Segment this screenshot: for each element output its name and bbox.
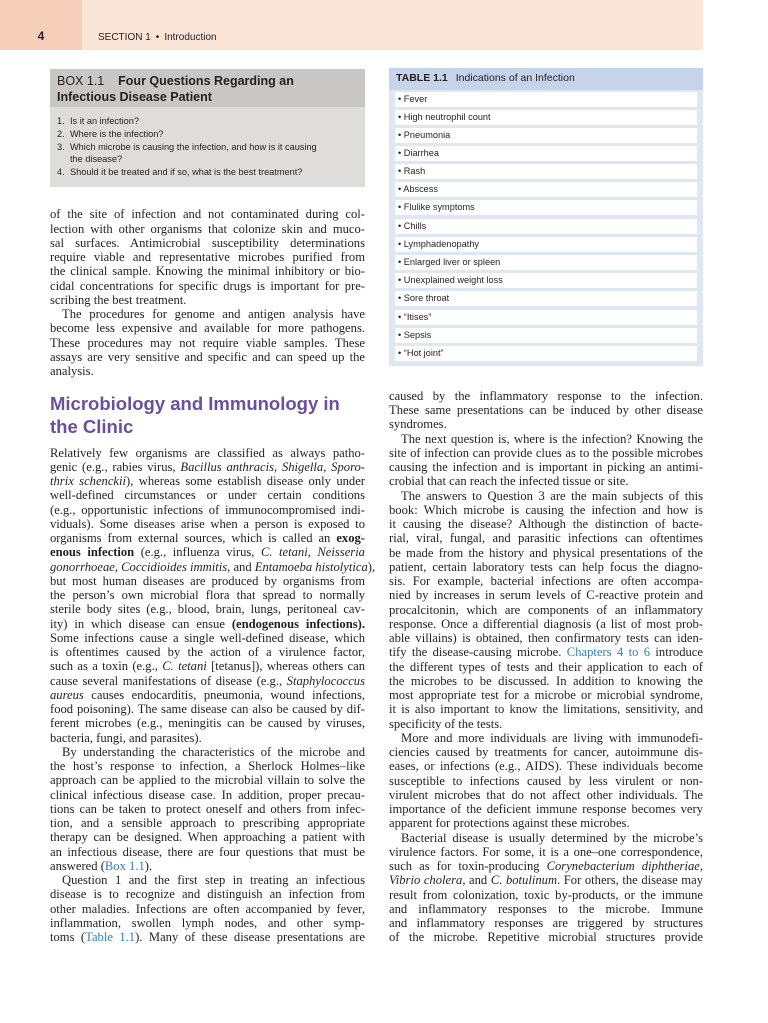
text-line: apparent for protections against these microbes. bbox=[389, 816, 630, 830]
text-line: causing the infection and is important in picking an antimi- bbox=[389, 460, 703, 474]
table-cell: • Sore throat bbox=[398, 293, 450, 303]
box-list-item bbox=[57, 115, 347, 128]
text-line: ferent microbes (e.g., meningitis can be caused by viruses, bbox=[50, 716, 365, 730]
table-cell: • “Itises” bbox=[398, 312, 432, 322]
text-line: an infectious disease, there are four questions that must be bbox=[50, 845, 365, 859]
text-line: scribing the best treatment. bbox=[50, 293, 187, 307]
item-number: 1. bbox=[57, 116, 65, 126]
text-line: ity) in which disease can ensue (endogenous infections). bbox=[50, 617, 365, 631]
text-line: tion, and a sensible approach to prescribing appropriate bbox=[50, 816, 365, 830]
text-line: tions can be taken to protect oneself and others from infec- bbox=[50, 802, 365, 816]
text-line: such as for toxin-producing Corynebacterium diphtheriae, bbox=[389, 859, 703, 873]
text-line: other maladies. Infections are often accompanied by fever, bbox=[50, 902, 365, 916]
table-cell: • Sepsis bbox=[398, 330, 432, 340]
item-number: 2. bbox=[57, 129, 65, 139]
text-line: answered (Box 1.1). bbox=[50, 859, 153, 873]
text-line: result from colonization, toxic by-products, or the immune bbox=[389, 888, 703, 902]
table-row bbox=[395, 346, 697, 361]
table-caption: Indications of an Infection bbox=[455, 72, 575, 84]
box-list-item bbox=[57, 153, 347, 166]
table-cell: • Fever bbox=[398, 94, 428, 104]
text-line: but most human diseases are produced by organisms from bbox=[50, 574, 365, 588]
text-line: syndromes. bbox=[389, 417, 447, 431]
table-1-1 bbox=[389, 68, 703, 366]
item-text: Where is the infection? bbox=[70, 129, 164, 139]
table-row bbox=[395, 310, 697, 325]
table-row bbox=[395, 291, 697, 306]
item-number: 3. bbox=[57, 142, 65, 152]
table-row bbox=[395, 128, 697, 143]
chapter-name: Introduction bbox=[164, 32, 217, 43]
text-line: food poisoning). The same disease can also be caused by dif- bbox=[50, 702, 365, 716]
text-line: the host’s response to infection, a Sherlock Holmes–like bbox=[50, 759, 365, 773]
text-line: gonorrhoeae, Coccidioides immitis, and Entamoeba histolytica), bbox=[50, 560, 376, 574]
text-line: approach can be applied to the microbial villain to solve the bbox=[50, 773, 365, 787]
text-line: procalcitonin, which are components of an inflammatory bbox=[389, 603, 703, 617]
table-1-1-link[interactable]: Table 1.1 bbox=[85, 930, 136, 944]
text-line: thrix schenckii), whereas some establish disease only under bbox=[50, 474, 365, 488]
item-text: Is it an infection? bbox=[70, 116, 139, 126]
text-line: susceptible to infections caused by less virulent or non- bbox=[389, 774, 703, 788]
text-line: site of infection can provide clues as to the possible microbes bbox=[389, 446, 703, 460]
text-line: Bacterial disease is usually determined by the microbe’s bbox=[401, 831, 703, 845]
table-row bbox=[395, 110, 697, 125]
box-number: BOX 1.1 bbox=[57, 74, 105, 88]
text-line: assays are very sensitive and specific and can speed up the bbox=[50, 350, 365, 364]
heading-line2: the Clinic bbox=[50, 416, 134, 437]
box-list-item bbox=[57, 166, 347, 179]
text-line: virulent microbes that do not affect other individuals. The bbox=[389, 788, 703, 802]
text-line: of the site of infection and not contaminated during col- bbox=[50, 207, 365, 221]
box-1-1-link[interactable]: Box 1.1 bbox=[104, 859, 145, 873]
table-cell: • Pneumonia bbox=[398, 130, 451, 140]
text-line: rial, viral, fungal, and parasitic infections can oftentimes bbox=[389, 531, 703, 545]
table-cell: • Lymphadenopathy bbox=[398, 239, 480, 249]
text-line: be made from the history and physical presentations of the bbox=[389, 546, 703, 560]
table-cell: • Flulike symptoms bbox=[398, 202, 475, 212]
table-row bbox=[395, 164, 697, 179]
text-line: lection with other organisms that colonize skin and muco- bbox=[50, 222, 365, 236]
table-cell: • Diarrhea bbox=[398, 148, 440, 158]
text-line: ciencies caused by treatments for cancer, autoimmune dis- bbox=[389, 745, 703, 759]
text-line: most appropriate test for a microbe or microbial syndrome, bbox=[389, 688, 703, 702]
text-line: aureus causes endocarditis, pneumonia, wound infections, bbox=[50, 688, 365, 702]
text-line: caused by the inflammatory response to the infection. bbox=[389, 389, 703, 403]
text-line: cause several manifestations of disease (e.g., Staphylococcus bbox=[50, 674, 365, 688]
box-title-line2: Infectious Disease Patient bbox=[57, 90, 212, 104]
table-cell: • “Hot joint” bbox=[398, 348, 444, 358]
item-text: the disease? bbox=[70, 154, 123, 164]
table-row bbox=[395, 328, 697, 343]
table-cell: • Unexplained weight loss bbox=[398, 275, 503, 285]
text-line: Question 1 and the first step in treating an infectious bbox=[62, 873, 365, 887]
text-line: inflammation, swollen lymph nodes, and other symp- bbox=[50, 916, 365, 930]
text-line: sis. For example, bacterial infections are often accompa- bbox=[389, 574, 703, 588]
separator: • bbox=[155, 32, 160, 43]
chapters-4-to-6-link[interactable]: Chapters 4 to 6 bbox=[566, 645, 651, 659]
text-line: become less expensive and available for more pathogens. bbox=[50, 321, 365, 335]
section-label bbox=[98, 32, 217, 43]
text-line: viduals). Some diseases arise when a person is exposed to bbox=[50, 517, 365, 531]
section-name: SECTION 1 bbox=[98, 32, 151, 43]
text-line: of the microbe. Repetitive microbial structures provide bbox=[389, 930, 703, 944]
text-line: enous infection (e.g., influenza virus, C. tetani, Neisseria bbox=[50, 545, 365, 559]
table-row bbox=[395, 255, 697, 270]
heading-line1: Microbiology and Immunology in bbox=[50, 393, 340, 414]
text-line: crobial that can reach the infected tissue or site. bbox=[389, 474, 629, 488]
text-line: therapy can be designed. When approaching a patient with bbox=[50, 830, 365, 844]
text-line: The answers to Question 3 are the main subjects of this bbox=[401, 489, 703, 503]
item-text: Should it be treated and if so, what is the best treatment? bbox=[70, 167, 303, 177]
text-line: sterile body sites (e.g., blood, brain, lungs, peritoneal cav- bbox=[50, 602, 365, 616]
text-line: These procedures may not require viable samples. These bbox=[50, 336, 365, 350]
text-line: it is also important to know the limitations, sensitivity, and bbox=[389, 702, 703, 716]
text-line: response. Once a differential diagnosis (a list of most prob- bbox=[389, 617, 703, 631]
text-line: The next question is, where is the infection? Knowing the bbox=[401, 432, 703, 446]
table-title bbox=[396, 72, 575, 84]
text-line: toms (Table 1.1). Many of these disease presentations are bbox=[50, 930, 365, 944]
text-line: The procedures for genome and antigen analysis have bbox=[62, 307, 365, 321]
table-row bbox=[395, 92, 697, 107]
text-line: Relatively few organisms are classified as always patho- bbox=[50, 446, 365, 460]
text-line: it causing the disease? Although the distinction of bacte- bbox=[389, 517, 703, 531]
box-list-item bbox=[57, 128, 347, 141]
item-number: 4. bbox=[57, 167, 65, 177]
table-cell: • High neutrophil count bbox=[398, 112, 491, 122]
page-number: 4 bbox=[37, 29, 45, 43]
section-heading bbox=[50, 392, 370, 438]
item-text: Which microbe is causing the infection, and how is it causing bbox=[70, 142, 317, 152]
text-line: specificity of the tests. bbox=[389, 717, 503, 731]
text-line: (e.g., opportunistic infections of immunocompromised indi- bbox=[50, 503, 365, 517]
table-label: TABLE 1.1 bbox=[396, 72, 448, 84]
text-line: cidal concentrations for specific drugs is important for pre- bbox=[50, 279, 365, 293]
box-title bbox=[57, 73, 362, 105]
text-line: Vibrio cholera, and C. botulinum. For others, the disease may bbox=[389, 873, 703, 887]
box-title-line1: Four Questions Regarding an bbox=[118, 74, 294, 88]
table-row bbox=[395, 237, 697, 252]
text-line: Some infections cause a single well-defined disease, which bbox=[50, 631, 365, 645]
text-line: clinical infectious disease case. In addition, proper precau- bbox=[50, 788, 365, 802]
text-line: These same presentations can be induced by other disease bbox=[389, 403, 703, 417]
table-row bbox=[395, 219, 697, 234]
text-line: is oftentimes caused by the action of a virulence factor, bbox=[50, 645, 365, 659]
table-row bbox=[395, 146, 697, 161]
text-line: analysis. bbox=[50, 364, 94, 378]
text-line: patient, certain laboratory tests can help focus the diagno- bbox=[389, 560, 703, 574]
text-line: bacteria, fungi, and parasites). bbox=[50, 731, 202, 745]
text-line: and inflammatory responses to the microbe. Immune bbox=[389, 902, 703, 916]
text-line: such as a toxin (e.g., C. tetani [tetanus]), whereas others can bbox=[50, 659, 365, 673]
text-line: virulence factors. For some, it is a one–one correspondence, bbox=[389, 845, 703, 859]
table-cell: • Chills bbox=[398, 221, 427, 231]
text-line: the microbes to be discussed. In addition to knowing the bbox=[389, 674, 703, 688]
table-row bbox=[395, 182, 697, 197]
table-cell: • Abscess bbox=[398, 184, 438, 194]
text-line: disease is to recognize and distinguish an infection from bbox=[50, 887, 365, 901]
text-line: the person’s own microbial flora that spread to normally bbox=[50, 588, 365, 602]
table-row bbox=[395, 273, 697, 288]
text-line: eases, or infections (e.g., AIDS). These individuals become bbox=[389, 759, 703, 773]
text-line: genic (e.g., rabies virus, Bacillus anthracis, Shigella, Sporo- bbox=[50, 460, 365, 474]
text-line: organisms from external sources, which is called an exog- bbox=[50, 531, 365, 545]
text-line: importance of the deficient immune response becomes very bbox=[389, 802, 703, 816]
text-line: the different types of tests and their application to each of bbox=[389, 660, 703, 674]
text-line: able villains) is obtained, then confirmatory tests can iden- bbox=[389, 631, 703, 645]
text-line: sal surfaces. Antimicrobial susceptibility determinations bbox=[50, 236, 365, 250]
table-row bbox=[395, 200, 697, 215]
text-line: tify the disease-causing microbe. Chapters 4 to 6 introduce bbox=[389, 645, 703, 659]
table-cell: • Enlarged liver or spleen bbox=[398, 257, 501, 267]
text-line: the clinical sample. Knowing the minimal inhibitory or bio- bbox=[50, 264, 365, 278]
text-line: require viable and representative microbes purified from bbox=[50, 250, 365, 264]
table-cell: • Rash bbox=[398, 166, 426, 176]
table-header bbox=[389, 68, 703, 90]
text-line: More and more individuals are living with immunodefi- bbox=[401, 731, 703, 745]
text-line: well-defined circumstances or under certain conditions bbox=[50, 488, 365, 502]
text-line: and inflammatory responses are triggered by structures bbox=[389, 916, 703, 930]
text-line: By understanding the characteristics of the microbe and bbox=[62, 745, 365, 759]
text-line: book: Which microbe is causing the infection and how is bbox=[389, 503, 703, 517]
text-line: nied by increases in serum levels of C-reactive protein and bbox=[389, 588, 703, 602]
